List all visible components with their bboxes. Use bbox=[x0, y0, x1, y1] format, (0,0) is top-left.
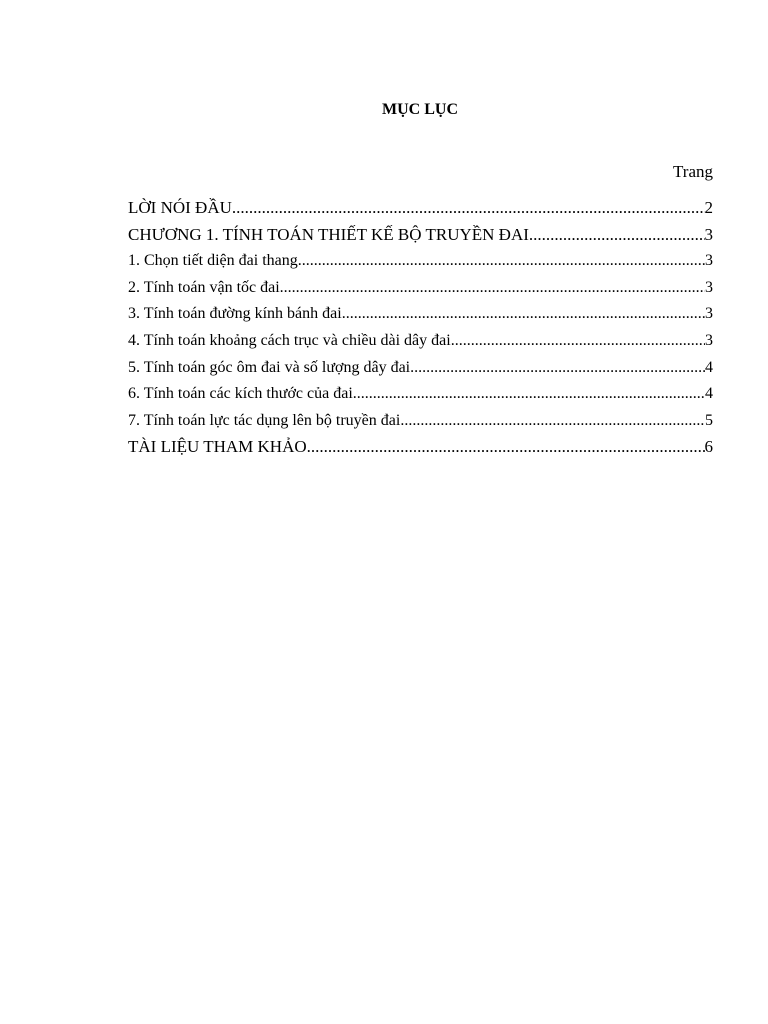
toc-entry-text: 2. Tính toán vận tốc đai bbox=[128, 278, 280, 296]
dot-leader bbox=[232, 198, 705, 218]
dot-leader bbox=[280, 278, 705, 298]
toc-entry[interactable] bbox=[128, 411, 713, 438]
toc-entry-text: 6. Tính toán các kích thước của đai bbox=[128, 385, 353, 403]
toc-entry[interactable] bbox=[128, 278, 713, 305]
toc-entry[interactable] bbox=[128, 251, 713, 278]
toc-entry-text: 7. Tính toán lực tác dụng lên bộ truyền đai bbox=[128, 411, 401, 429]
toc-entry[interactable] bbox=[128, 304, 713, 331]
dot-leader bbox=[451, 331, 705, 351]
toc-entry[interactable] bbox=[128, 437, 713, 464]
toc-entry-text: 1. Chọn tiết diện đai thang bbox=[128, 252, 298, 270]
toc-entry-text: LỜI NÓI ĐẦU bbox=[128, 198, 232, 217]
toc-entry-page: 4 bbox=[705, 385, 713, 403]
toc-entry[interactable] bbox=[128, 198, 713, 225]
dot-leader bbox=[353, 384, 705, 404]
dot-leader bbox=[400, 411, 705, 431]
toc-entry[interactable] bbox=[128, 225, 713, 252]
toc-entry[interactable] bbox=[128, 358, 713, 385]
toc-entry-page: 2 bbox=[704, 198, 713, 217]
toc-entry[interactable] bbox=[128, 331, 713, 358]
toc-entry-text: 5. Tính toán góc ôm đai và số lượng dây đai bbox=[128, 358, 411, 376]
dot-leader bbox=[529, 225, 705, 245]
toc-entry-text: TÀI LIỆU THAM KHẢO bbox=[128, 437, 307, 457]
toc-entry-page: 6 bbox=[704, 437, 713, 457]
toc-entry-page: 3 bbox=[705, 331, 713, 349]
toc-entry-text: 3. Tính toán đường kính bánh đai bbox=[128, 305, 342, 323]
toc-entry-page: 5 bbox=[705, 411, 713, 429]
toc-title: MỤC LỤC bbox=[382, 101, 458, 118]
dot-leader bbox=[342, 304, 705, 324]
toc-entry-page: 3 bbox=[705, 252, 713, 270]
toc-list bbox=[128, 198, 713, 464]
page-column-label: Trang bbox=[673, 162, 713, 181]
toc-entry-page: 3 bbox=[705, 278, 713, 296]
toc-entry-text: 4. Tính toán khoảng cách trục và chiều dài dây đai bbox=[128, 331, 451, 349]
toc-entry-page: 3 bbox=[704, 224, 713, 244]
toc-entry-page: 3 bbox=[705, 305, 713, 323]
toc-entry-page: 4 bbox=[705, 358, 713, 376]
dot-leader bbox=[298, 251, 705, 271]
dot-leader bbox=[307, 437, 705, 457]
toc-entry-text: CHƯƠNG 1. TÍNH TOÁN THIẾT KẾ BỘ TRUYỀN ĐAI bbox=[128, 224, 529, 244]
dot-leader bbox=[410, 358, 705, 378]
toc-entry[interactable] bbox=[128, 384, 713, 411]
